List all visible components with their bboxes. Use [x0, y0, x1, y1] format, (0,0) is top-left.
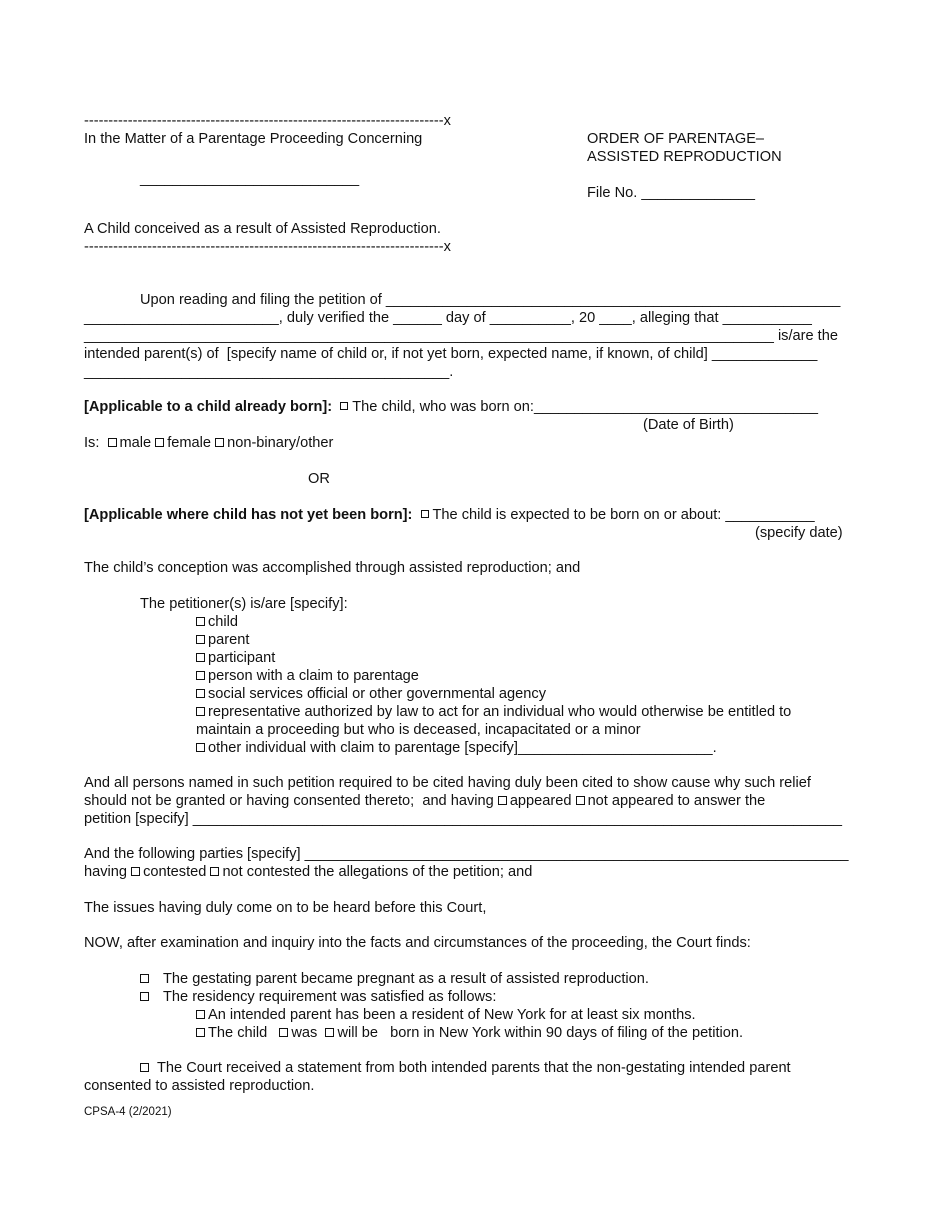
persons-line-2-text: should not be granted or having consented thereto; and having	[84, 793, 494, 809]
born-text: The child, who was born on:___________________________________	[352, 399, 819, 415]
will-be-checkbox[interactable]	[325, 1028, 334, 1037]
conception-text: The child’s conception was accomplished through assisted reproduction; and	[84, 560, 581, 576]
issues-text: The issues having duly come on to be heard before this Court,	[84, 900, 487, 916]
petitioner-option-child	[196, 613, 238, 631]
specify-date-caption: (specify date)	[755, 525, 843, 541]
caption-bottom-dash-line: --------------------------------------------------------------------------x	[84, 239, 451, 255]
petitioner-participant-checkbox[interactable]	[196, 653, 205, 662]
finding-gestating	[140, 970, 649, 988]
petitioner-child-label: child	[208, 614, 239, 630]
matter-heading: In the Matter of a Parentage Proceeding Concerning	[84, 131, 423, 147]
petitioner-option-representative	[196, 703, 791, 721]
petitioner-child-checkbox[interactable]	[196, 617, 205, 626]
born-section	[84, 398, 818, 416]
contested-checkbox[interactable]	[131, 867, 140, 876]
not-born-section	[84, 506, 815, 524]
gestating-label: The gestating parent became pregnant as a result of assisted reproduction.	[163, 971, 649, 987]
petition-line-1: Upon reading and filing the petition of ________________________________________________________	[140, 292, 841, 308]
born-in-ny-checkbox[interactable]	[196, 1028, 205, 1037]
petitioner-claim-label: person with a claim to parentage	[208, 668, 419, 684]
was-checkbox[interactable]	[279, 1028, 288, 1037]
male-checkbox[interactable]	[108, 438, 117, 447]
having-label: having	[84, 864, 128, 880]
not-contested-checkbox[interactable]	[210, 867, 219, 876]
resident-label: An intended parent has been a resident of New York for at least six months.	[208, 1007, 696, 1023]
petitioner-parent-label: parent	[208, 632, 250, 648]
petitioner-option-other	[196, 739, 717, 757]
file-number-field[interactable]: File No. ______________	[587, 185, 755, 201]
not-born-text: The child is expected to be born on or about: ___________	[432, 507, 815, 523]
petitioner-representative-label: representative authorized by law to act for an individual who would otherwise be entitled to	[208, 704, 792, 720]
petitioner-other-checkbox[interactable]	[196, 743, 205, 752]
will-be-label: will be born in New York within 90 days of filing of the petition.	[337, 1025, 744, 1041]
finding-residency	[140, 988, 496, 1006]
persons-line-2	[84, 792, 765, 810]
appeared-label: appeared	[509, 793, 572, 809]
petition-line-2: ________________________, duly verified the ______ day of __________, 20 ____, alleging that ___________	[84, 310, 812, 326]
parties-line-2	[84, 863, 532, 881]
statement-line-2: consented to assisted reproduction.	[84, 1078, 315, 1094]
form-title-line1: ORDER OF PARENTAGE–	[587, 131, 765, 147]
contested-label: contested	[143, 864, 207, 880]
petitioner-option-claim	[196, 667, 419, 685]
petitioners-intro: The petitioner(s) is/are [specify]:	[140, 596, 348, 612]
petition-line-5: _____________________________________________.	[84, 364, 454, 380]
or-separator: OR	[308, 471, 330, 487]
petition-line-4: intended parent(s) of [specify name of child or, if not yet born, expected name, if known, of child] _____________	[84, 346, 818, 362]
petitioner-agency-checkbox[interactable]	[196, 689, 205, 698]
male-label: male	[119, 435, 152, 451]
not-born-label: [Applicable where child has not yet been born]:	[84, 507, 413, 523]
petitioner-representative-continuation: maintain a proceeding but who is deceased, incapacitated or a minor	[196, 722, 641, 738]
now-findings-text: NOW, after examination and inquiry into the facts and circumstances of the proceeding, the Court finds:	[84, 935, 751, 951]
nonbinary-label: non-binary/other	[227, 435, 334, 451]
petitioner-other-label: other individual with claim to parentage [specify]________________________.	[208, 740, 717, 756]
petitioner-option-agency	[196, 685, 546, 703]
not-appeared-checkbox[interactable]	[576, 796, 585, 805]
nonbinary-checkbox[interactable]	[215, 438, 224, 447]
dob-caption: (Date of Birth)	[643, 417, 734, 433]
statement-line-1: The Court received a statement from both intended parents that the non-gestating intended parent	[157, 1060, 791, 1076]
born-label: [Applicable to a child already born]:	[84, 399, 333, 415]
was-label: was	[291, 1025, 318, 1041]
not-born-checkbox[interactable]	[421, 510, 429, 518]
petitioner-claim-checkbox[interactable]	[196, 671, 205, 680]
petitioner-participant-label: participant	[208, 650, 276, 666]
form-title-line2: ASSISTED REPRODUCTION	[587, 149, 782, 165]
parties-line-1: And the following parties [specify] ___________________________________________________________________	[84, 846, 849, 862]
form-footer-code: CPSA-4 (2/2021)	[84, 1106, 172, 1118]
sex-options-row	[84, 434, 333, 452]
female-checkbox[interactable]	[155, 438, 164, 447]
appeared-checkbox[interactable]	[498, 796, 507, 805]
the-child-label: The child	[208, 1025, 268, 1041]
petitioner-option-participant	[196, 649, 275, 667]
petitioner-representative-checkbox[interactable]	[196, 707, 205, 716]
resident-checkbox[interactable]	[196, 1010, 205, 1019]
caption-top-dash-line: --------------------------------------------------------------------------x	[84, 113, 451, 129]
child-conceived-text: A Child conceived as a result of Assisted Reproduction.	[84, 221, 441, 237]
residency-label: The residency requirement was satisfied as follows:	[163, 989, 497, 1005]
gestating-checkbox[interactable]	[140, 974, 149, 983]
persons-line-1: And all persons named in such petition required to be cited having duly been cited to show cause why such relief	[84, 775, 811, 791]
statement-checkbox[interactable]	[140, 1063, 149, 1072]
not-appeared-label: not appeared to answer the	[587, 793, 766, 809]
finding-resident	[196, 1006, 696, 1024]
petitioner-agency-label: social services official or other governmental agency	[208, 686, 546, 702]
child-name-blank[interactable]: ___________________________	[140, 171, 360, 187]
persons-line-3: petition [specify] ________________________________________________________________________________	[84, 811, 843, 827]
born-checkbox[interactable]	[340, 402, 348, 410]
female-label: female	[167, 435, 212, 451]
residency-checkbox[interactable]	[140, 992, 149, 1001]
petition-line-3: _____________________________________________________________________________________ is/are the	[84, 328, 838, 344]
finding-born-in-ny	[196, 1024, 743, 1042]
finding-statement	[140, 1059, 791, 1077]
is-label: Is:	[84, 435, 100, 451]
petitioner-option-parent	[196, 631, 249, 649]
not-contested-label: not contested the allegations of the petition; and	[222, 864, 533, 880]
petitioner-parent-checkbox[interactable]	[196, 635, 205, 644]
